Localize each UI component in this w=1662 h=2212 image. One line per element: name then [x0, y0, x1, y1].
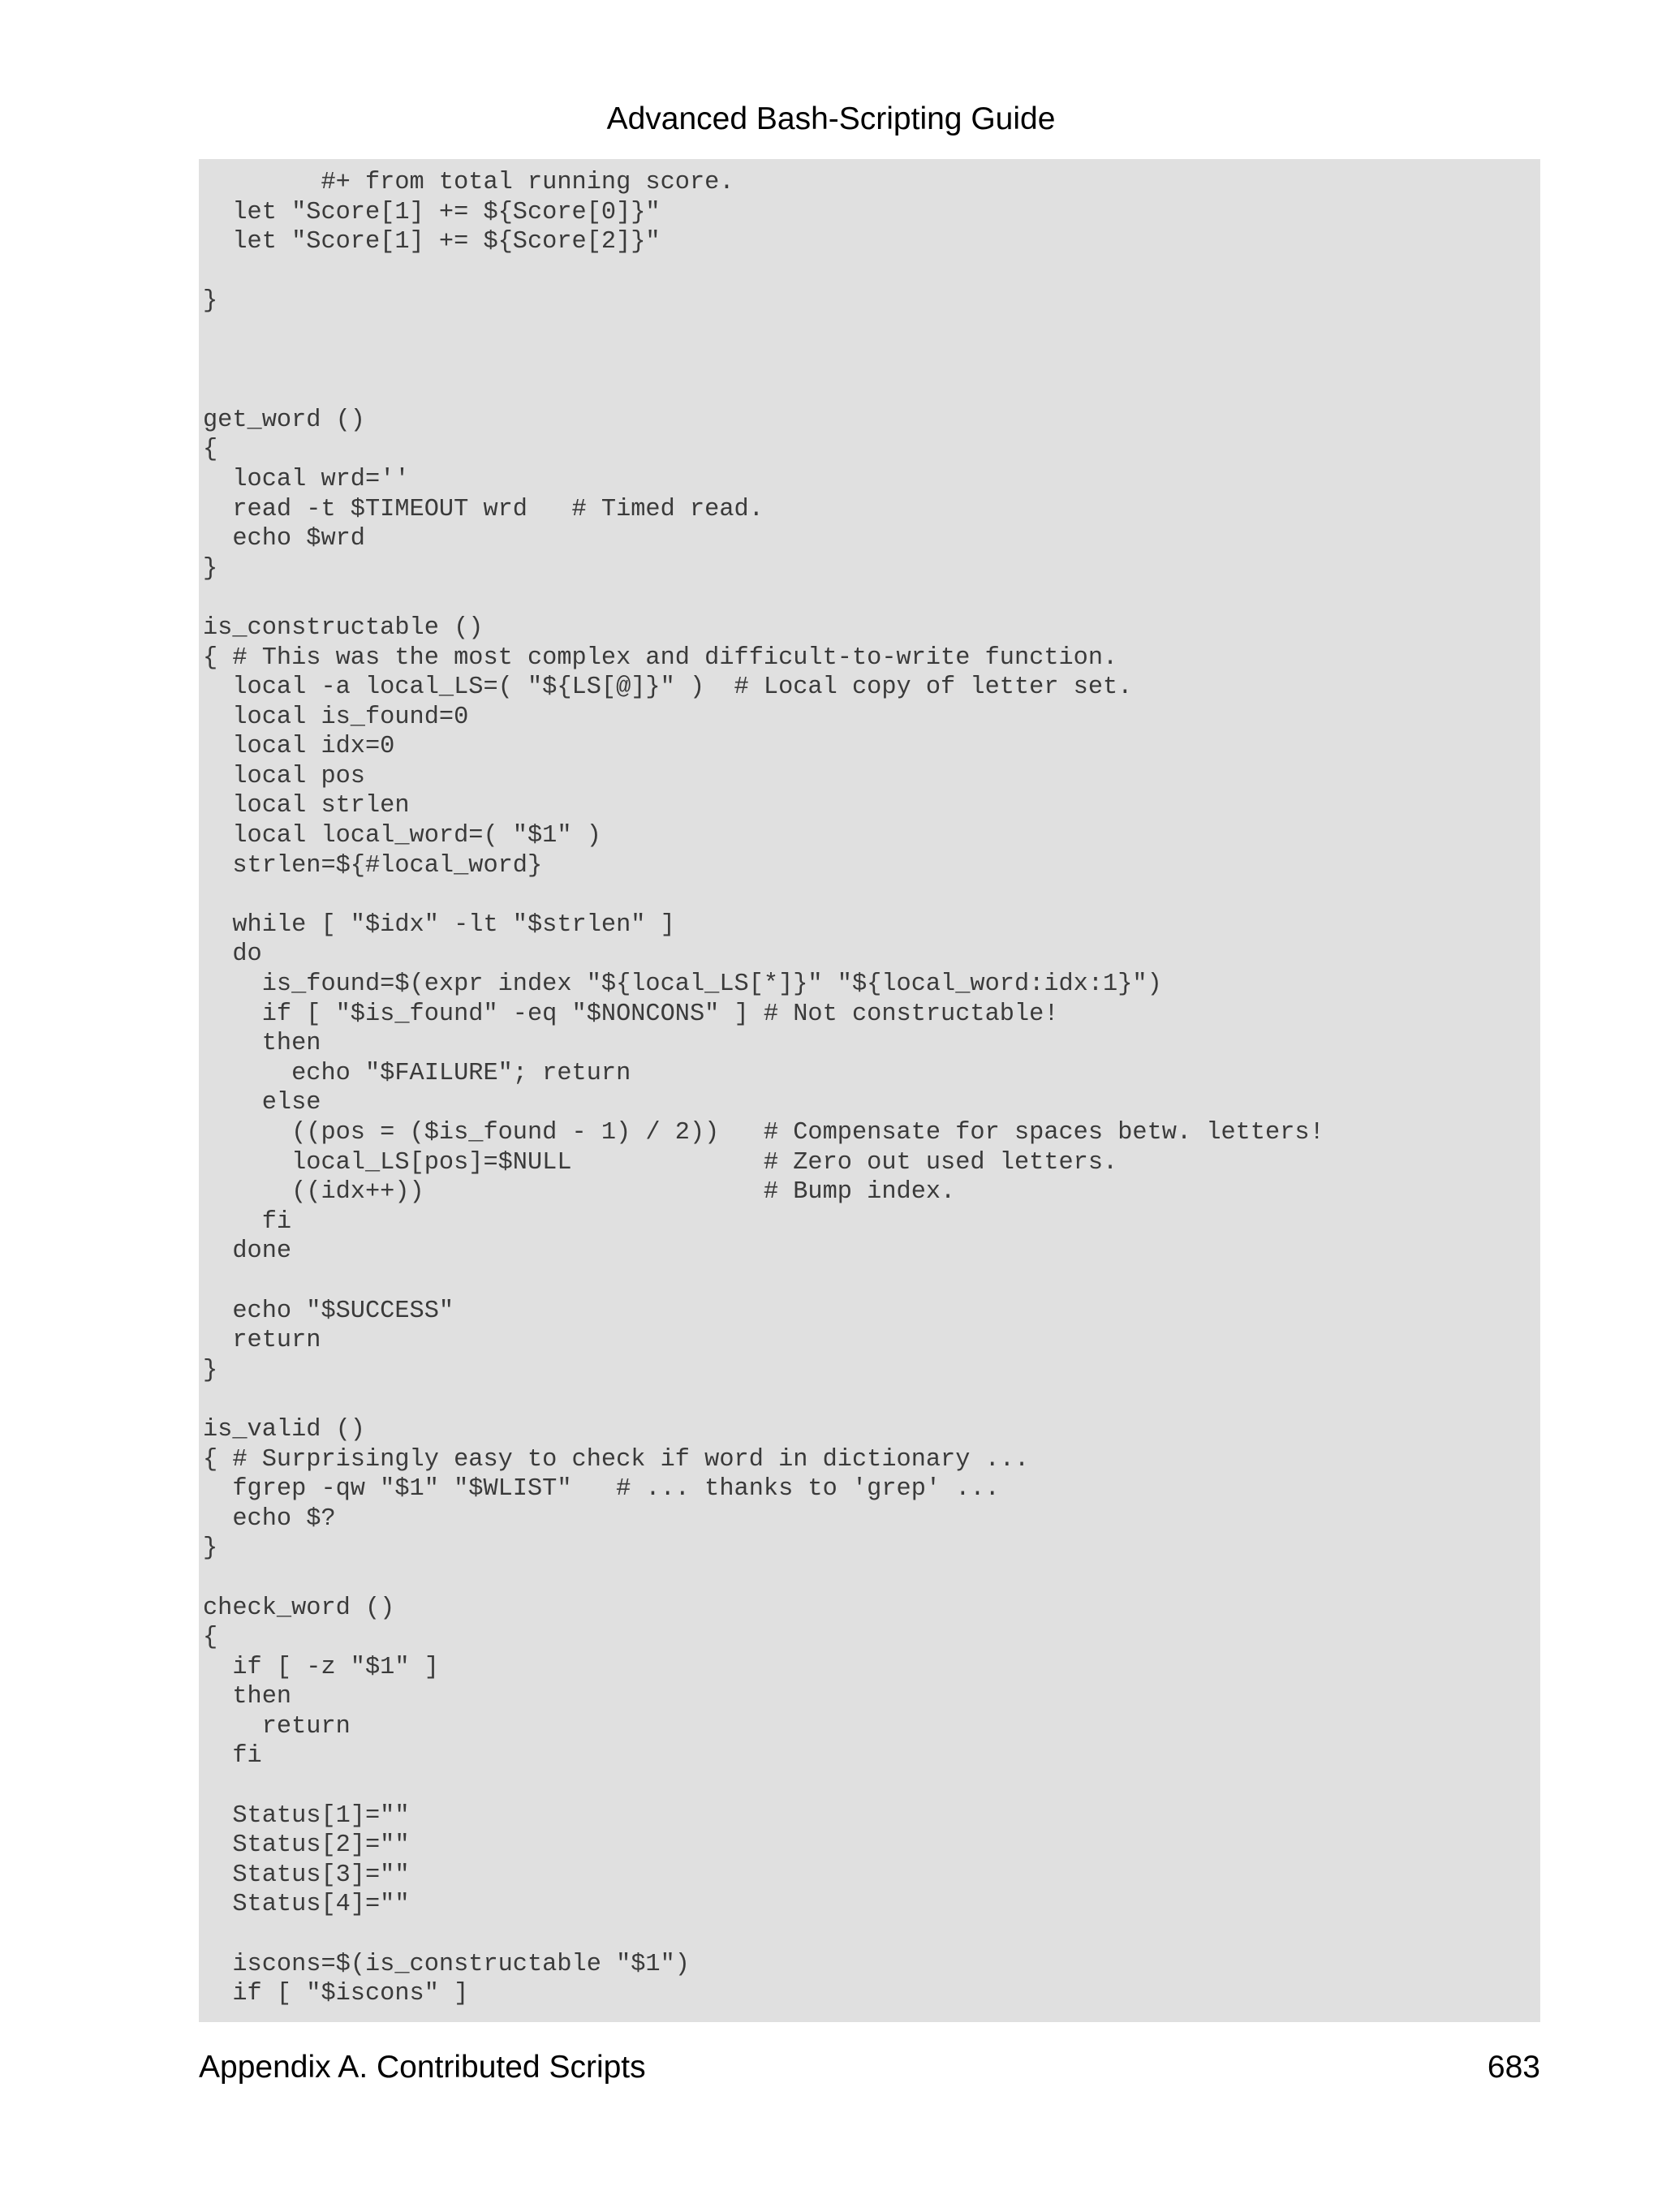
- code-line: local strlen: [203, 792, 410, 820]
- code-line: local pos: [203, 762, 365, 790]
- code-line: local idx=0: [203, 733, 395, 761]
- code-line: let "Score[1] += ${Score[2]}": [203, 228, 661, 256]
- code-line: {: [203, 1624, 218, 1652]
- code-line: is_valid (): [203, 1415, 365, 1444]
- code-line: #+ from total running score.: [203, 169, 734, 196]
- code-line: [203, 376, 1540, 406]
- code-line: local -a local_LS=( "${LS[@]}" ) # Local copy of letter set.: [203, 673, 1133, 702]
- code-line: [203, 1564, 1540, 1594]
- code-line: Status[1]="": [203, 1801, 410, 1830]
- code-line: return: [203, 1327, 321, 1355]
- code-line: if [ "$iscons" ]: [203, 1980, 469, 2008]
- code-line: }: [203, 554, 218, 583]
- code-line: [203, 880, 1540, 910]
- code-line: check_word (): [203, 1594, 395, 1622]
- code-line: else: [203, 1089, 321, 1117]
- code-line: ((idx++)) # Bump index.: [203, 1178, 956, 1207]
- code-line: is_found=$(expr index "${local_LS[*]}" "${local_word:idx:1}"): [203, 970, 1162, 999]
- code-line: strlen=${#local_word}: [203, 851, 543, 880]
- code-line: [203, 1920, 1540, 1950]
- code-line: [203, 1771, 1540, 1801]
- code-line: read -t $TIMEOUT wrd # Timed read.: [203, 495, 764, 523]
- code-line: echo $?: [203, 1504, 336, 1533]
- code-line: [203, 316, 1540, 346]
- code-line: [203, 1385, 1540, 1415]
- code-line: [203, 346, 1540, 377]
- code-line: [203, 583, 1540, 613]
- code-line: then: [203, 1030, 321, 1058]
- code-line: {: [203, 436, 218, 464]
- code-line: { # Surprisingly easy to check if word in dictionary ...: [203, 1445, 1030, 1474]
- code-line: Status[2]="": [203, 1831, 410, 1860]
- code-line: fi: [203, 1207, 292, 1236]
- code-line: iscons=$(is_constructable "$1"): [203, 1950, 690, 1978]
- code-line: local local_word=( "$1" ): [203, 822, 601, 850]
- code-line: done: [203, 1237, 292, 1266]
- code-line: Status[3]="": [203, 1861, 410, 1889]
- footer-section-title: Appendix A. Contributed Scripts: [199, 2050, 646, 2085]
- code-line: local_LS[pos]=$NULL # Zero out used letters.: [203, 1148, 1118, 1177]
- code-line: let "Score[1] += ${Score[0]}": [203, 198, 661, 226]
- code-line: local is_found=0: [203, 703, 469, 731]
- page-header-title: Advanced Bash-Scripting Guide: [606, 101, 1056, 136]
- code-line: Status[4]="": [203, 1891, 410, 1919]
- code-line: do: [203, 940, 262, 969]
- code-line: if [ -z "$1" ]: [203, 1653, 439, 1681]
- code-line: { # This was the most complex and difficult-to-write function.: [203, 643, 1118, 672]
- code-line: get_word (): [203, 406, 365, 434]
- page-footer: [199, 2043, 1540, 2092]
- code-line: return: [203, 1712, 351, 1741]
- code-line: is_constructable (): [203, 613, 484, 642]
- code-line: fi: [203, 1742, 262, 1771]
- code-line: [203, 1267, 1540, 1297]
- code-line: }: [203, 1356, 218, 1384]
- code-line: if [ "$is_found" -eq "$NONCONS" ] # Not constructable!: [203, 1000, 1059, 1028]
- code-line: echo $wrd: [203, 525, 365, 553]
- code-line: echo "$SUCCESS": [203, 1297, 454, 1325]
- code-line: fgrep -qw "$1" "$WLIST" # ... thanks to 'grep' ...: [203, 1475, 1000, 1504]
- code-line: [203, 257, 1540, 287]
- code-line: ((pos = ($is_found - 1) / 2)) # Compensate for spaces betw. letters!: [203, 1119, 1324, 1147]
- code-line: }: [203, 287, 218, 316]
- code-line: local wrd='': [203, 465, 410, 493]
- code-line: }: [203, 1534, 218, 1563]
- code-listing: [199, 159, 1540, 2022]
- code-line: echo "$FAILURE"; return: [203, 1059, 631, 1087]
- code-line: while [ "$idx" -lt "$strlen" ]: [203, 910, 675, 939]
- page-number: 683: [1487, 2050, 1540, 2085]
- code-line: then: [203, 1683, 292, 1711]
